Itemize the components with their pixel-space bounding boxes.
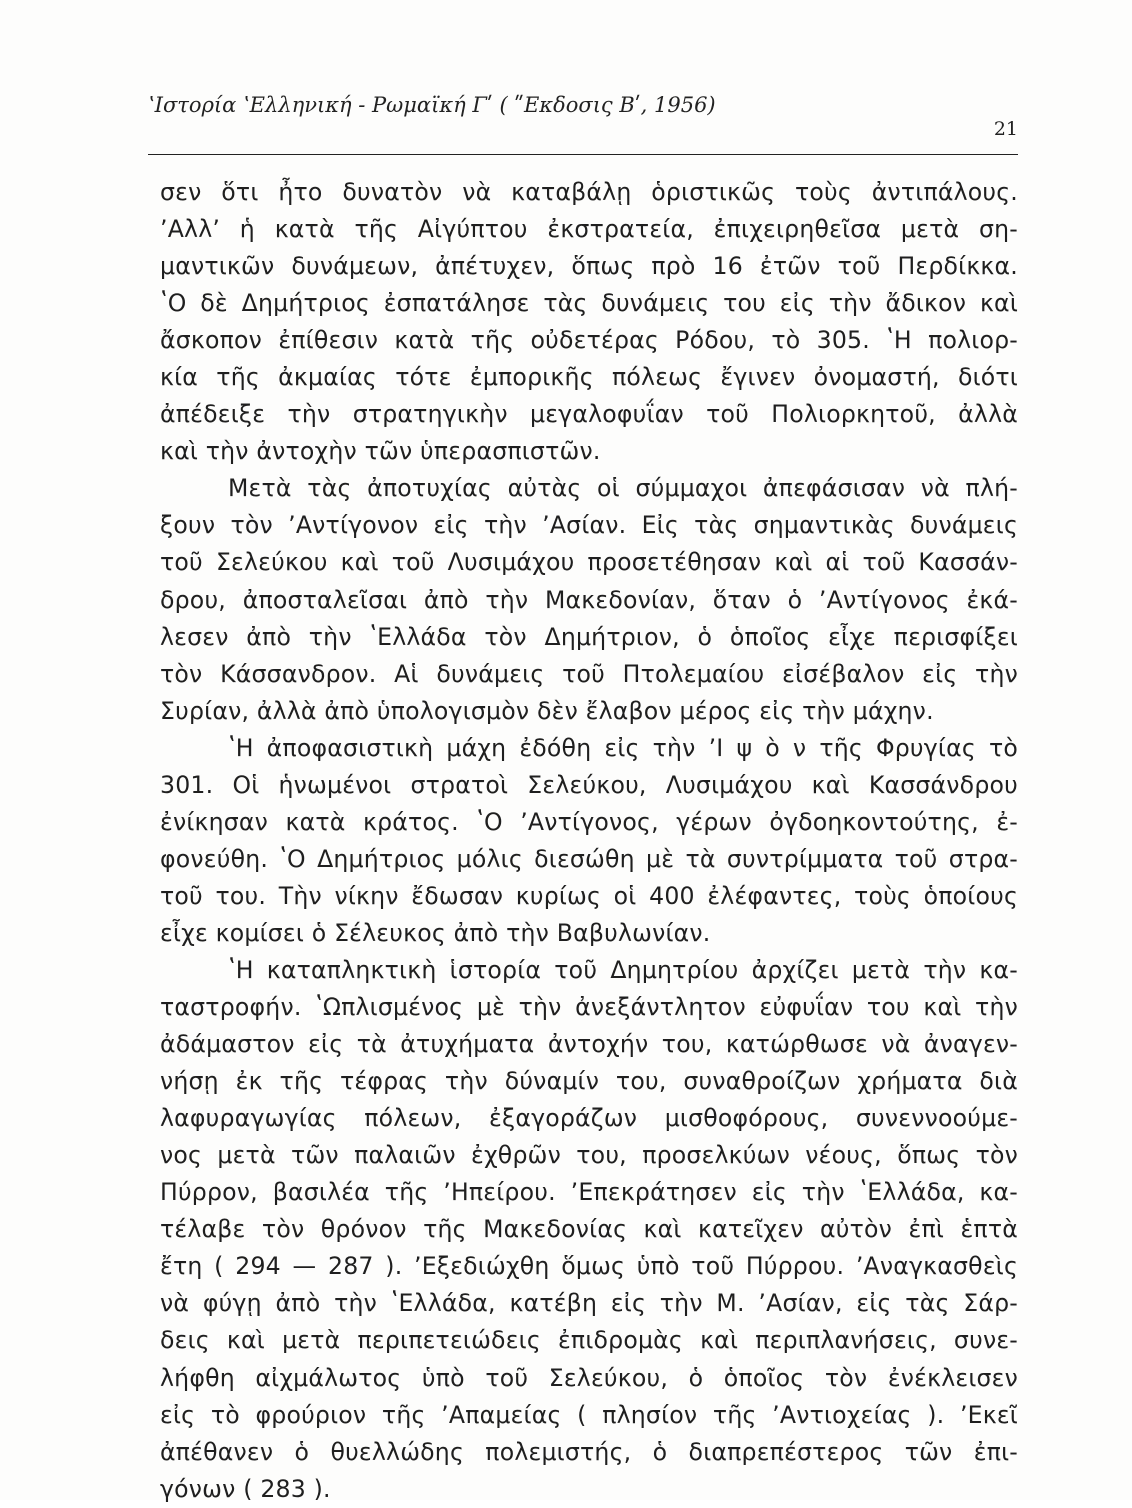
- text-line: εἰς τὸ φρούριον τῆς ʼΑπαμείας ( πλησίον τῆς ʼΑντιοχείας ). ʼΕκεῖ: [160, 1400, 1018, 1429]
- body-text: [160, 174, 1018, 1508]
- text-line: γόνων ( 283 ).: [160, 1474, 331, 1503]
- text-line: Πύρρον, βασιλέα τῆς ʼΗπείρου. ʼΕπεκράτησεν εἰς τὴν ʽΕλλάδα, κα-: [160, 1178, 1018, 1207]
- text-line: τὸν Κάσσανδρον. Αἱ δυνάμεις τοῦ Πτολεμαίου εἰσέβαλον εἰς τὴν: [160, 659, 1018, 688]
- text-line: φονεύθη. ʽΟ Δημήτριος μόλις διεσώθη μὲ τὰ συντρίμματα τοῦ στρα-: [160, 844, 1018, 873]
- page-header: [148, 92, 1018, 155]
- text-line: μαντικῶν δυνάμεων, ἀπέτυχεν, ὅπως πρὸ 16 ἐτῶν τοῦ Περδίκκα.: [160, 252, 1018, 281]
- text-line: ἀπέθανεν ὁ θυελλώδης πολεμιστής, ὁ διαπρεπέστερος τῶν ἐπι-: [160, 1437, 1018, 1466]
- text-line: τοῦ του. Τὴν νίκην ἔδωσαν κυρίως οἱ 400 ἐλέφαντες, τοὺς ὁποίους: [160, 881, 1018, 910]
- text-line: λήφθη αἰχμάλωτος ὑπὸ τοῦ Σελεύκου, ὁ ὁποῖος τὸν ἐνέκλεισεν: [160, 1363, 1018, 1392]
- paragraph-start-line: ʽΗ καταπληκτικὴ ἱστορία τοῦ Δημητρίου ἀρχίζει μετὰ τὴν κα-: [228, 955, 1018, 984]
- text-line: νήσῃ ἐκ τῆς τέφρας τὴν δύναμίν του, συναθροίζων χρήματα διὰ: [160, 1067, 1018, 1096]
- text-line: νὰ φύγῃ ἀπὸ τὴν ʽΕλλάδα, κατέβη εἰς τὴν Μ. ʼΑσίαν, εἰς τὰς Σάρ-: [160, 1289, 1018, 1318]
- text-line: κία τῆς ἀκμαίας τότε ἐμπορικῆς πόλεως ἔγινεν ὀνομαστή, διότι: [160, 363, 1018, 392]
- text-line: καὶ τὴν ἀντοχὴν τῶν ὑπερασπιστῶν.: [160, 437, 601, 466]
- page-number: 21: [993, 118, 1018, 140]
- text-line: ἄσκοπον ἐπίθεσιν κατὰ τῆς οὐδετέρας Ρόδου, τὸ 305. ʽΗ πολιορ-: [160, 326, 1018, 355]
- text-line: νος μετὰ τῶν παλαιῶν ἐχθρῶν του, προσελκύων νέους, ὅπως τὸν: [160, 1141, 1018, 1170]
- text-line: Συρίαν, ἀλλὰ ἀπὸ ὑπολογισμὸν δὲν ἔλαβον μέρος εἰς τὴν μάχην.: [160, 696, 934, 725]
- text-line: λεσεν ἀπὸ τὴν ʽΕλλάδα τὸν Δημήτριον, ὁ ὁποῖος εἶχε περισφίξει: [160, 622, 1018, 651]
- text-line: ἔτη ( 294 — 287 ). ʼΕξεδιώχθη ὅμως ὑπὸ τοῦ Πύρρου. ʼΑναγκασθεὶς: [160, 1252, 1018, 1281]
- text-line: λαφυραγωγίας πόλεων, ἐξαγοράζων μισθοφόρους, συνεννοούμε-: [160, 1104, 1018, 1133]
- text-line: 301. Οἱ ἡνωμένοι στρατοὶ Σελεύκου, Λυσιμάχου καὶ Κασσάνδρου: [160, 770, 1018, 799]
- paragraph-start-line: ʽΗ ἀποφασιστικὴ μάχη ἐδόθη εἰς τὴν ʼΙ ψ ὸ ν τῆς Φρυγίας τὸ: [228, 733, 1018, 762]
- paragraph-start-line: Μετὰ τὰς ἀποτυχίας αὐτὰς οἱ σύμμαχοι ἀπεφάσισαν νὰ πλή-: [228, 474, 1018, 503]
- text-line: ἐνίκησαν κατὰ κράτος. ʽΟ ʼΑντίγονος, γέρων ὀγδοηκοντούτης, ἐ-: [160, 807, 1018, 836]
- text-line: τοῦ Σελεύκου καὶ τοῦ Λυσιμάχου προσετέθησαν καὶ αἱ τοῦ Κασσάν-: [160, 548, 1018, 577]
- text-line: ξουν τὸν ʼΑντίγονον εἰς τὴν ʼΑσίαν. Εἰς τὰς σημαντικὰς δυνάμεις: [160, 511, 1018, 540]
- text-line: ʼΑλλʼ ἡ κατὰ τῆς Αἰγύπτου ἐκστρατεία, ἐπιχειρηθεῖσα μετὰ ση-: [160, 215, 1018, 244]
- text-line: ἀδάμαστον εἰς τὰ ἀτυχήματα ἀντοχήν του, κατώρθωσε νὰ ἀναγεν-: [160, 1030, 1018, 1059]
- text-line: ταστροφήν. ʽΩπλισμένος μὲ τὴν ἀνεξάντλητον εὐφυΐαν του καὶ τὴν: [160, 993, 1018, 1022]
- text-line: εἶχε κομίσει ὁ Σέλευκος ἀπὸ τὴν Βαβυλωνίαν.: [160, 918, 711, 947]
- text-line: ʽΟ δὲ Δημήτριος ἐσπατάλησε τὰς δυνάμεις του εἰς τὴν ἄδικον καὶ: [160, 289, 1018, 318]
- text-line: δρου, ἀποσταλεῖσαι ἀπὸ τὴν Μακεδονίαν, ὅταν ὁ ʼΑντίγονος ἐκά-: [160, 585, 1018, 614]
- text-line: ἀπέδειξε τὴν στρατηγικὴν μεγαλοφυΐαν τοῦ Πολιορκητοῦ, ἀλλὰ: [160, 400, 1018, 429]
- text-line: τέλαβε τὸν θρόνον τῆς Μακεδονίας καὶ κατεῖχεν αὐτὸν ἐπὶ ἑπτὰ: [160, 1215, 1018, 1244]
- running-title: ʽΙστορία ʽΕλληνική - Ρωμαϊκή Γʹ ( ʺΕκδοσις Βʹ, 1956): [148, 93, 716, 117]
- text-line: δεις καὶ μετὰ περιπετειώδεις ἐπιδρομὰς καὶ περιπλανήσεις, συνε-: [160, 1326, 1018, 1355]
- text-line: σεν ὅτι ἦτο δυνατὸν νὰ καταβάλῃ ὁριστικῶς τοὺς ἀντιπάλους.: [160, 178, 1018, 206]
